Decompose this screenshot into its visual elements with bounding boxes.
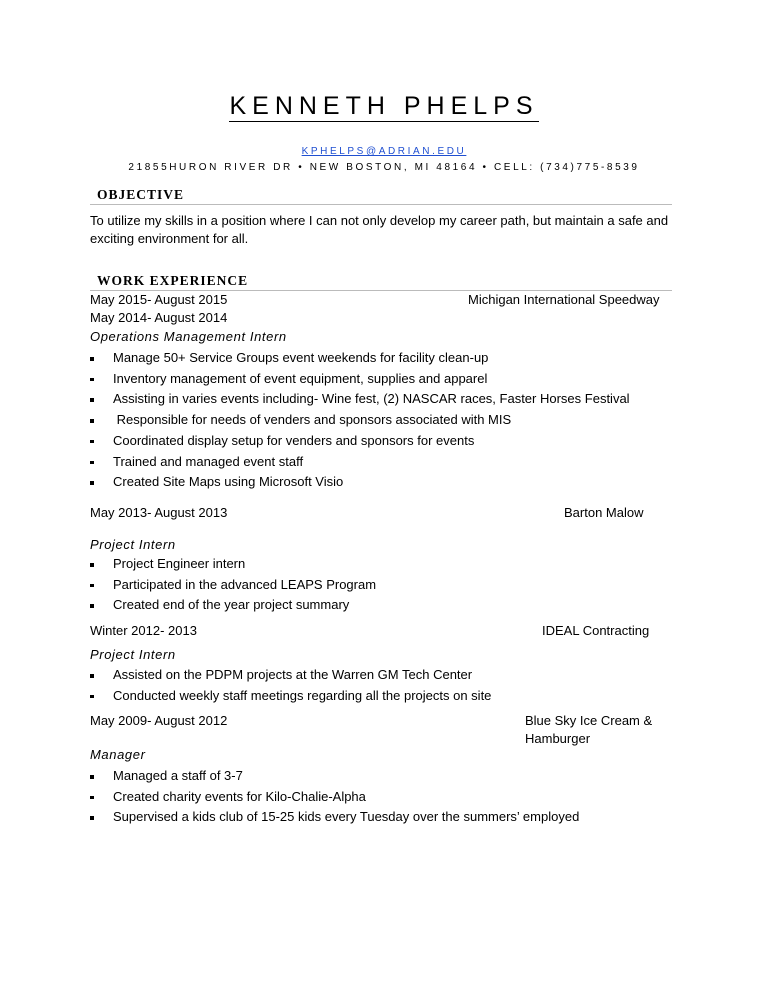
objective-text: To utilize my skills in a position where I can not only develop my career path, but maintain a safe and exciting environment for all.	[90, 213, 669, 246]
job-dates: Winter 2012- 2013	[90, 623, 197, 638]
job-title: Operations Management Intern	[90, 329, 287, 344]
candidate-name: KENNETH PHELPS	[229, 92, 539, 120]
list-item: Managed a staff of 3-7	[90, 766, 579, 787]
job-dates: May 2009- August 2012	[90, 713, 228, 728]
job-title: Manager	[90, 747, 146, 762]
job-employer: Michigan International Speedway	[468, 292, 660, 307]
job-duties-list	[90, 766, 579, 828]
list-item: Created Site Maps using Microsoft Visio	[90, 472, 630, 493]
list-item: Coordinated display setup for venders and sponsors for events	[90, 431, 630, 452]
email-link[interactable]: KPHELPS@ADRIAN.EDU	[301, 146, 467, 157]
job-duties-list	[90, 665, 491, 706]
list-item: Project Engineer intern	[90, 554, 376, 575]
work-experience-heading: WORK EXPERIENCE	[90, 273, 672, 291]
contact-email-row	[0, 146, 768, 157]
job-dates-secondary: May 2014- August 2014	[90, 310, 228, 325]
list-item: Participated in the advanced LEAPS Program	[90, 575, 376, 596]
job-employer: Blue Sky Ice Cream &	[525, 713, 653, 728]
list-item: Trained and managed event staff	[90, 452, 630, 473]
list-item: Manage 50+ Service Groups event weekends for facility clean-up	[90, 348, 630, 369]
job-dates: May 2015- August 2015	[90, 292, 228, 307]
list-item: Inventory management of event equipment, supplies and apparel	[90, 369, 630, 390]
job-duties-list	[90, 348, 630, 493]
job-title: Project Intern	[90, 647, 176, 662]
job-employer: IDEAL Contracting	[542, 623, 650, 638]
list-item: Supervised a kids club of 15-25 kids every Tuesday over the summers’ employed	[90, 807, 579, 828]
job-dates: May 2013- August 2013	[90, 505, 228, 520]
list-item: Assisting in varies events including- Wine fest, (2) NASCAR races, Faster Horses Festival	[90, 389, 630, 410]
objective-heading: OBJECTIVE	[90, 187, 672, 205]
job-employer-continued: Hamburger	[525, 731, 591, 746]
resume-name-header	[0, 92, 768, 121]
job-duties-list	[90, 554, 376, 616]
list-item: Conducted weekly staff meetings regarding all the projects on site	[90, 686, 491, 707]
job-title: Project Intern	[90, 537, 176, 552]
list-item: Created end of the year project summary	[90, 595, 376, 616]
contact-address-line: 21855HURON RIVER DR • NEW BOSTON, MI 48164 • CELL: (734)775-8539	[128, 162, 640, 173]
list-item: Assisted on the PDPM projects at the Warren GM Tech Center	[90, 665, 491, 686]
list-item: Created charity events for Kilo-Chalie-Alpha	[90, 787, 579, 808]
list-item: Responsible for needs of venders and sponsors associated with MIS	[90, 410, 630, 431]
job-employer: Barton Malow	[564, 505, 644, 520]
